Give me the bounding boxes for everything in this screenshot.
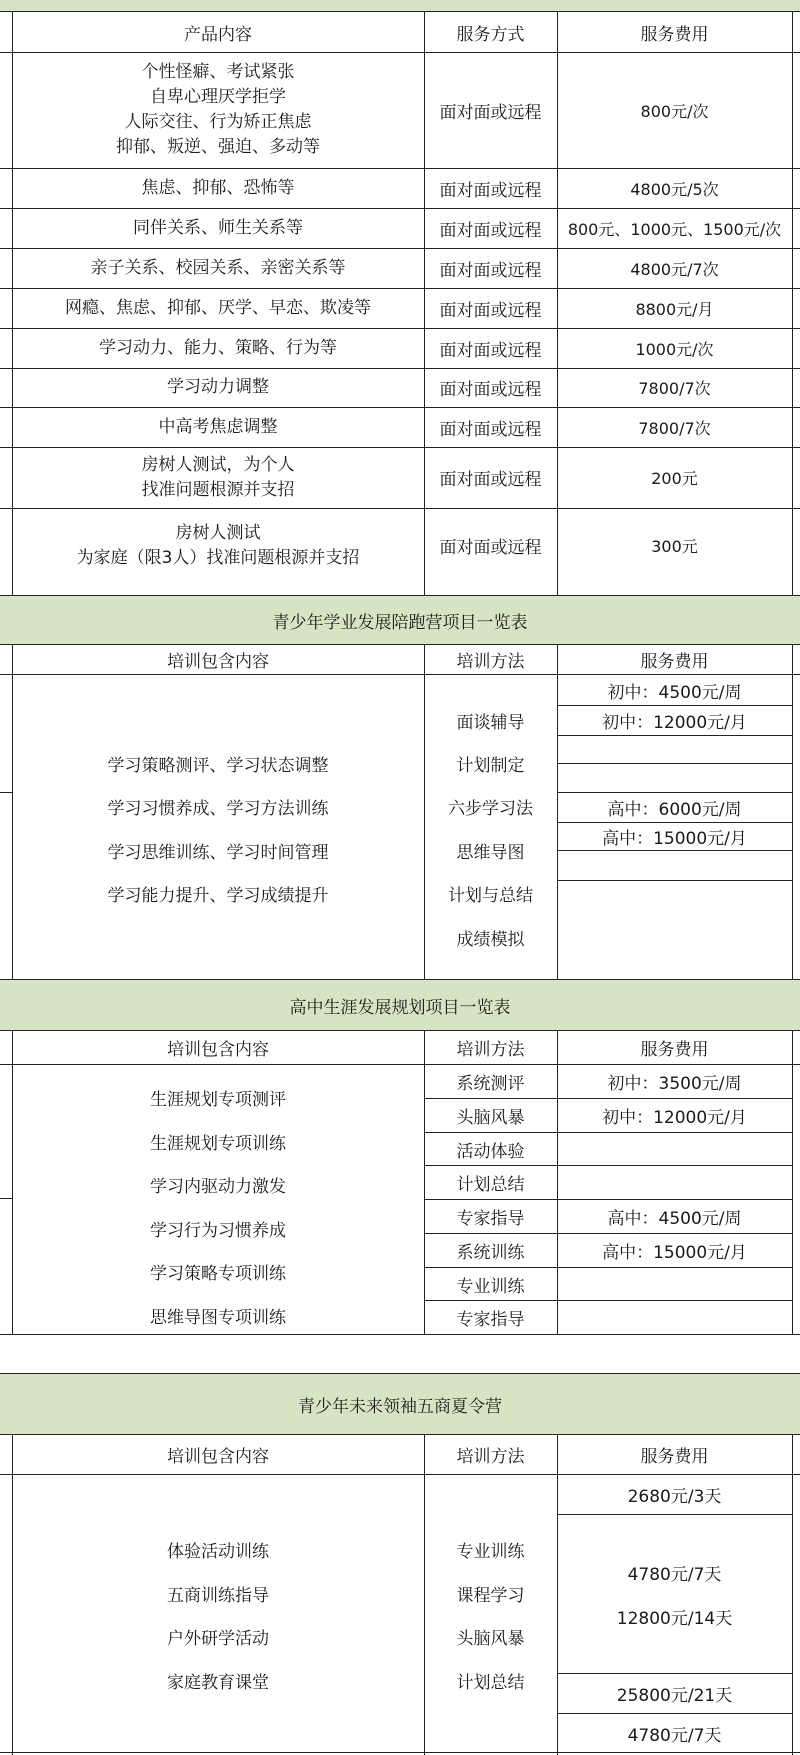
- content-item: 学习行为习惯养成: [150, 1220, 286, 1241]
- method-item: 计划与总结: [448, 885, 533, 906]
- section-title: 高中生涯发展规划项目一览表: [289, 997, 511, 1018]
- row-method: 面对面或远程: [439, 538, 542, 558]
- method-item: 专家指导: [456, 1309, 525, 1330]
- row-content: [12, 208, 424, 248]
- row-method: 面对面或远程: [439, 300, 542, 321]
- row-content: [12, 447, 424, 508]
- section-title-band: [0, 595, 800, 645]
- section-title-band: [0, 979, 800, 1031]
- fee-item: 高中：4500元/周: [607, 1208, 742, 1229]
- fee-item: [557, 1165, 792, 1199]
- method-item: 头脑风暴: [456, 1107, 525, 1128]
- row-fee: 8800元/月: [635, 299, 714, 319]
- method-item: 专业训练: [456, 1276, 525, 1297]
- row-content-line: 人际交往、行为矫正焦虑: [124, 112, 312, 132]
- content-item: 学习思维训练、学习时间管理: [107, 842, 329, 863]
- method-item: 活动体验: [456, 1141, 525, 1162]
- content-item: 五商训练指导: [167, 1585, 269, 1606]
- row-content: [12, 328, 424, 368]
- row-fee: 800元、1000元、1500元/次: [567, 219, 782, 239]
- row-content: [12, 407, 424, 447]
- method-item: 专家指导: [456, 1208, 525, 1229]
- fee-item: [557, 1267, 792, 1301]
- row-fee: 7800/7次: [638, 379, 711, 398]
- row-fee: 200元: [651, 469, 698, 488]
- col-header-fee: 服务费用: [640, 1040, 709, 1060]
- method-item: 计划制定: [456, 755, 525, 776]
- fee-item: [557, 1300, 792, 1334]
- top-band: [0, 0, 800, 12]
- row-content: [12, 248, 424, 288]
- col-header-fee: 服务费用: [640, 652, 709, 672]
- row-method: 面对面或远程: [439, 470, 542, 490]
- col-header-method: 培训方法: [456, 652, 525, 672]
- row-content-line: 自卑心理厌学拒学: [150, 87, 286, 107]
- section-title: 青少年学业发展陪跑营项目一览表: [272, 612, 528, 633]
- row-content-line: 同伴关系、师生关系等: [133, 217, 303, 238]
- row-content-line: 房树人测试: [175, 522, 261, 543]
- method-item: 计划总结: [456, 1174, 525, 1195]
- col-header-fee: 服务费用: [640, 24, 709, 45]
- content-item: 体验活动训练: [167, 1541, 269, 1562]
- fee-item: 4780元/7天: [627, 1564, 722, 1585]
- fee-item: 初中：12000元/月: [602, 713, 747, 733]
- method-item: 课程学习: [456, 1585, 525, 1606]
- row-method: 面对面或远程: [439, 220, 542, 241]
- row-method: 面对面或远程: [439, 180, 542, 201]
- content-item: 思维导图专项训练: [150, 1307, 286, 1328]
- row-content-line: 焦虑、抑郁、恐怖等: [141, 177, 295, 198]
- content-item: 生涯规划专项测评: [150, 1089, 286, 1110]
- row-content-line: 个性怪癖、考试紧张: [141, 62, 295, 82]
- content-item: 学习习惯养成、学习方法训练: [107, 798, 329, 819]
- method-item: 计划总结: [456, 1672, 525, 1693]
- fee-item: 2680元/3天: [627, 1487, 722, 1507]
- fee-item: [557, 1132, 792, 1166]
- row-method: 面对面或远程: [439, 380, 542, 400]
- col-header-fee: 服务费用: [640, 1447, 709, 1467]
- section-title-band: [0, 1373, 800, 1435]
- row-content: [12, 368, 424, 407]
- fee-item: 初中：12000元/月: [602, 1107, 747, 1128]
- row-content-line: 抑郁、叛逆、强迫、多动等: [116, 137, 320, 157]
- col-header-method: 培训方法: [456, 1447, 525, 1467]
- row-content-line: 房树人测试，为个人: [141, 454, 295, 475]
- method-item: 专业训练: [456, 1541, 525, 1562]
- row-fee: 800元/次: [640, 101, 709, 121]
- fee-item: 25800元/21天: [616, 1686, 733, 1706]
- col-header-content: 培训包含内容: [167, 652, 269, 672]
- row-fee: 4800元/5次: [630, 179, 719, 199]
- method-item: 面谈辅导: [456, 712, 525, 733]
- row-fee: 7800/7次: [638, 418, 711, 438]
- fee-item: 高中：15000元/月: [602, 829, 747, 849]
- row-method: 面对面或远程: [439, 260, 542, 281]
- fee-item: 4780元/7天: [627, 1725, 722, 1746]
- fee-item: 高中：6000元/周: [607, 800, 742, 820]
- row-content-line: 亲子关系、校园关系、亲密关系等: [90, 257, 346, 278]
- method-item: 系统测评: [456, 1073, 525, 1094]
- row-fee: 1000元/次: [635, 339, 714, 359]
- method-item: 头脑风暴: [456, 1628, 525, 1649]
- row-content-line: 学习动力、能力、策略、行为等: [99, 337, 337, 358]
- method-item: 系统训练: [456, 1242, 525, 1263]
- content-item: 学习内驱动力激发: [150, 1176, 286, 1197]
- col-header-content: 产品内容: [184, 24, 252, 45]
- row-content-line: 为家庭（限3人）找准问题根源并支招: [76, 547, 360, 568]
- content-item: 生涯规划专项训练: [150, 1133, 286, 1154]
- fee-item: 12800元/14天: [616, 1608, 733, 1629]
- fee-item: 初中：4500元/周: [607, 682, 742, 703]
- row-content-line: 中高考焦虑调整: [158, 416, 278, 437]
- row-content-line: 学习动力调整: [167, 377, 269, 397]
- content-item: 学习能力提升、学习成绩提升: [107, 885, 329, 906]
- row-fee: 300元: [651, 537, 698, 556]
- col-header-content: 培训包含内容: [167, 1040, 269, 1060]
- col-header-method: 培训方法: [456, 1040, 525, 1060]
- col-header-content: 培训包含内容: [167, 1447, 269, 1467]
- row-content: [12, 168, 424, 208]
- method-item: 思维导图: [456, 842, 525, 863]
- row-content: [12, 508, 424, 583]
- content-item: 学习策略测评、学习状态调整: [107, 755, 329, 776]
- row-fee: 4800元/7次: [630, 259, 719, 279]
- row-method: 面对面或远程: [439, 340, 542, 361]
- row-content-line: 找准问题根源并支招: [141, 479, 295, 500]
- content-item: 家庭教育课堂: [167, 1672, 269, 1693]
- row-method: 面对面或远程: [439, 102, 542, 123]
- method-item: 成绩模拟: [456, 929, 525, 950]
- section-title: 青少年未来领袖五商夏令营: [298, 1396, 502, 1417]
- method-item: 六步学习法: [448, 798, 533, 819]
- content-item: 学习策略专项训练: [150, 1263, 286, 1284]
- row-content: [12, 288, 424, 328]
- row-content: [12, 52, 424, 168]
- fee-item: 初中：3500元/周: [607, 1073, 742, 1094]
- row-content-line: 网瘾、焦虑、抑郁、厌学、早恋、欺凌等: [65, 297, 371, 318]
- fee-item: 高中：15000元/月: [602, 1242, 747, 1263]
- content-item: 户外研学活动: [167, 1628, 269, 1649]
- col-header-method: 服务方式: [456, 24, 525, 45]
- row-method: 面对面或远程: [439, 419, 542, 440]
